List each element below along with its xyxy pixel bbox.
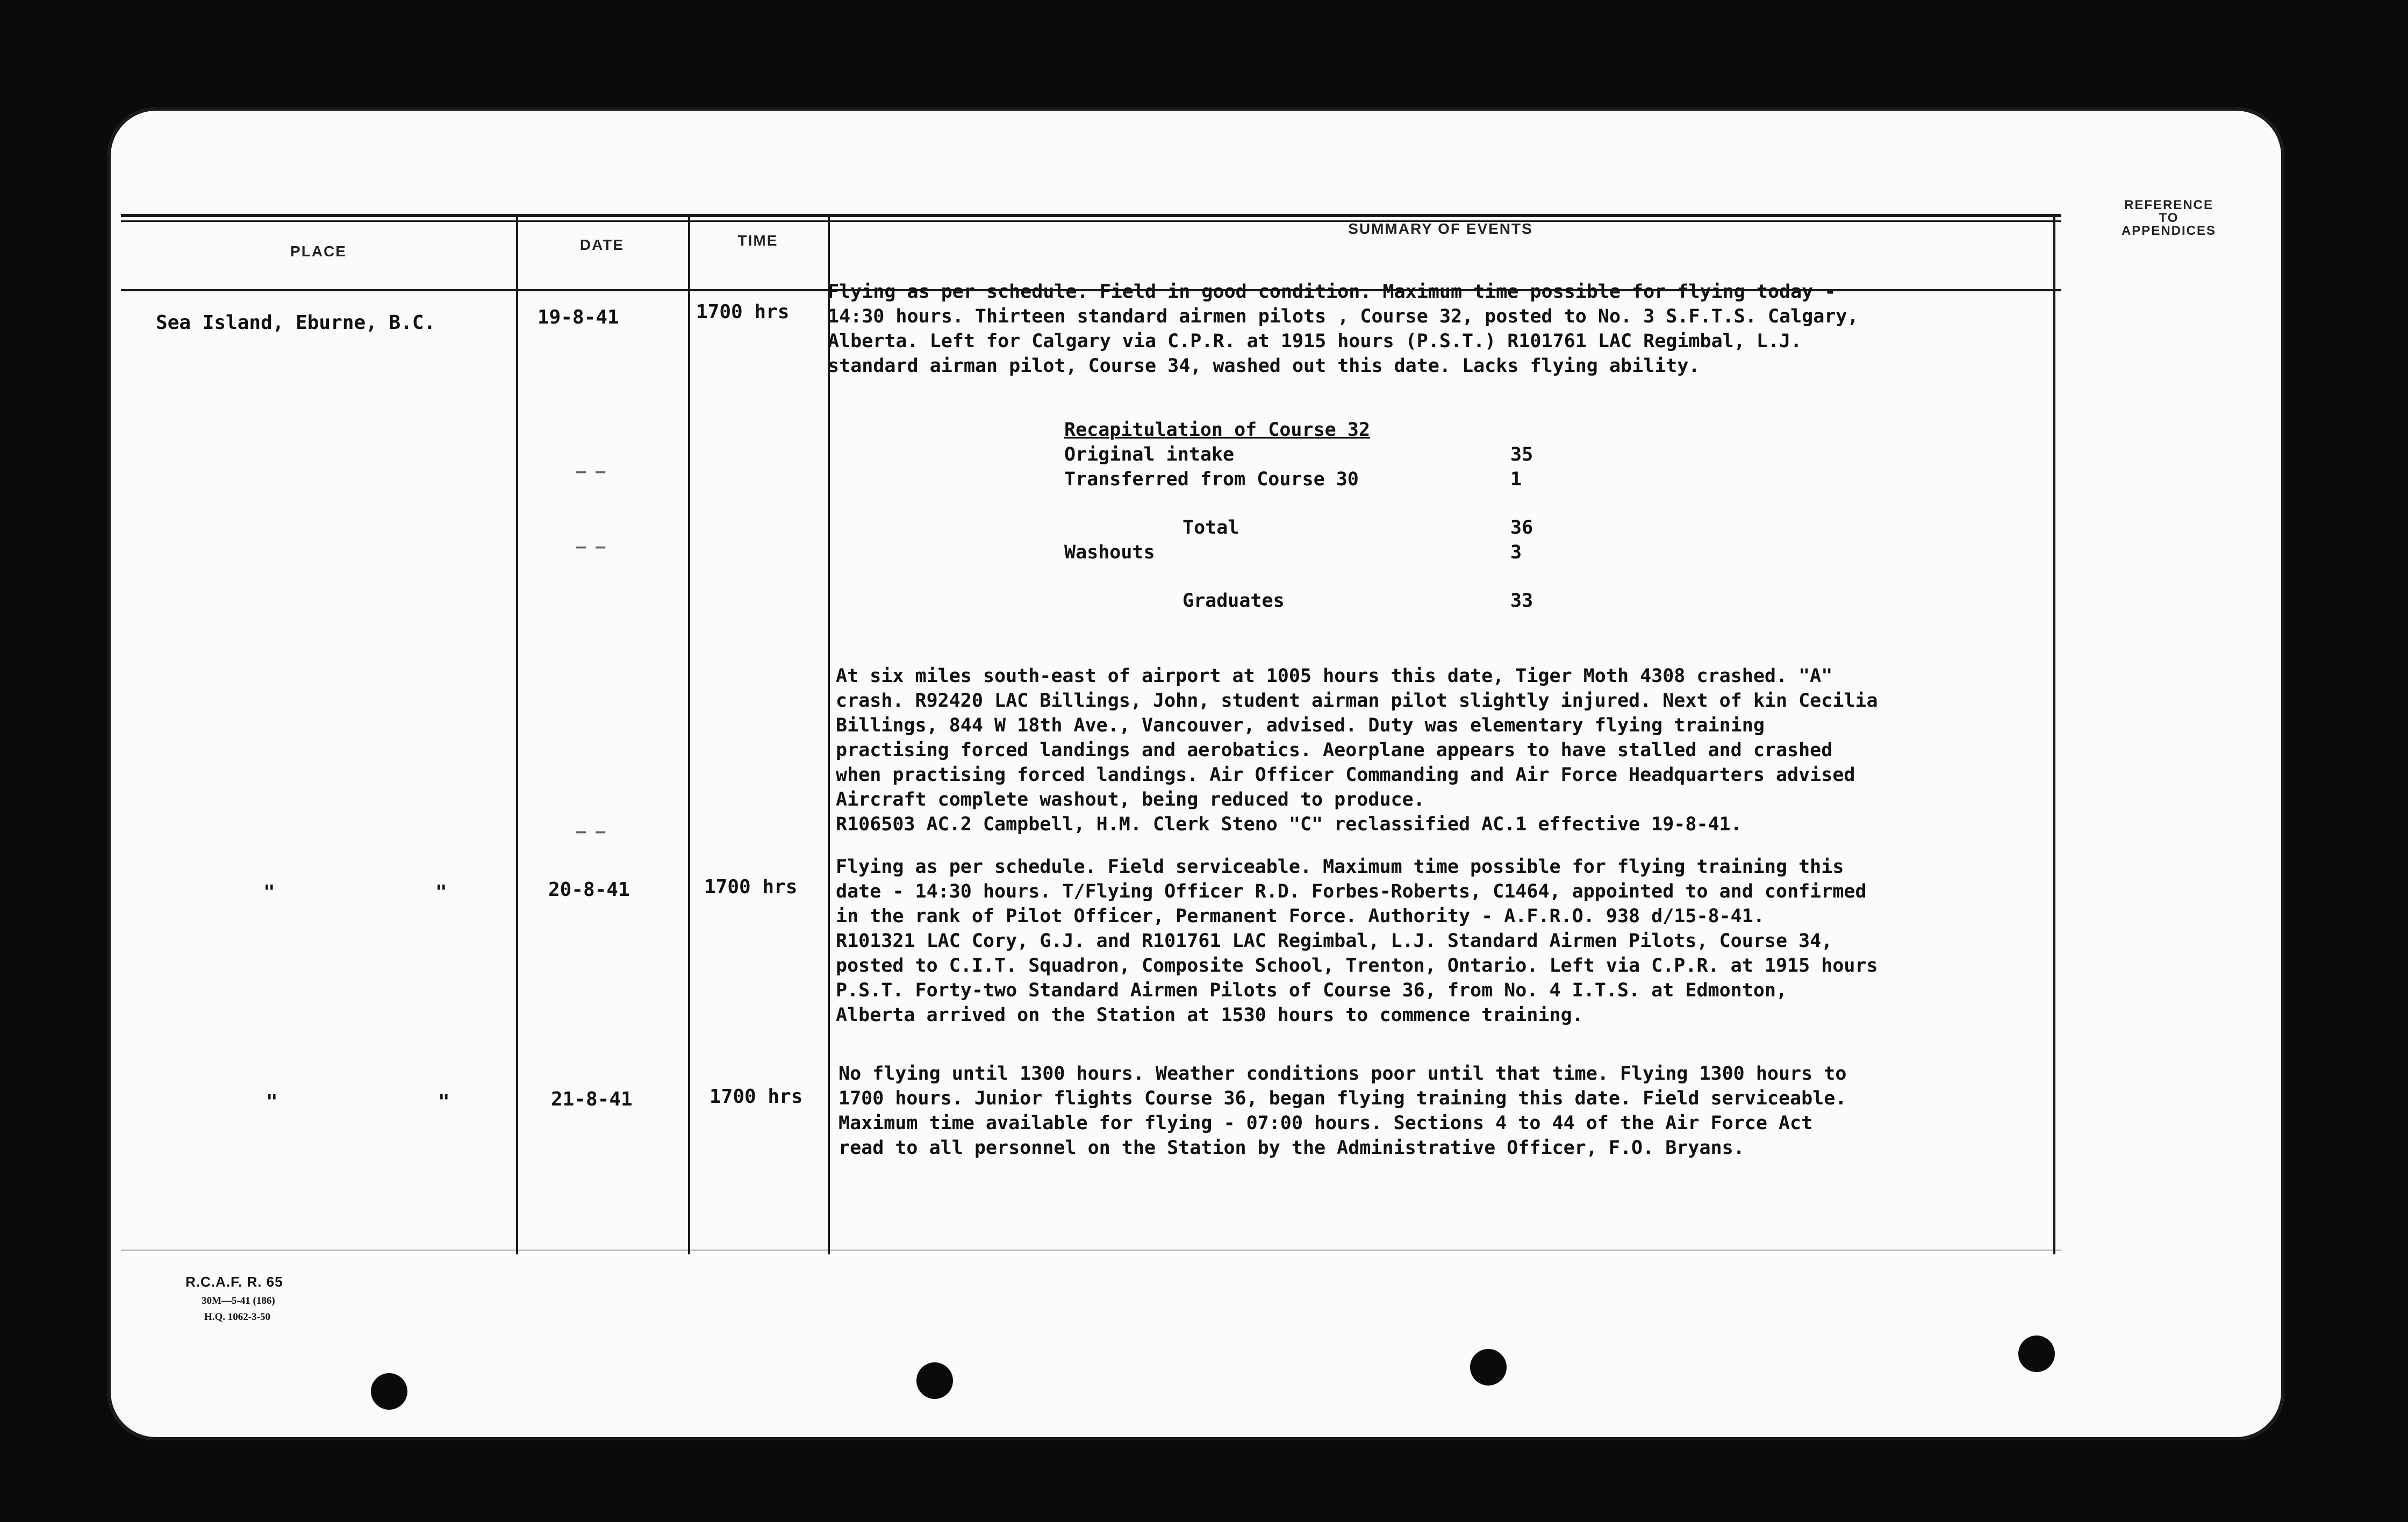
- header-time: TIME: [737, 232, 778, 249]
- header-date: DATE: [579, 236, 625, 253]
- entry-date: 19-8-41: [538, 306, 619, 328]
- header-reference: REFERENCE TO APPENDICES: [2121, 198, 2217, 238]
- recap-title: Recapitulation of Course 32: [1064, 419, 1370, 441]
- form-print-run: 30M—5-41 (186): [202, 1295, 275, 1306]
- binder-hole: [1470, 1349, 1507, 1385]
- entry-place-ditto: ": [263, 881, 275, 903]
- entry-summary: Flying as per schedule. Field serviceable. Maximum time possible for flying training this date - 14:30 hours. T/Flying Officer R.D. Forbes-Roberts, C1464, appointed to and confirmed in the rank of Pilot Officer, Permanent Force. Authority - A.F.R.O. 938 d/15-8-41. R101321 LAC Cory, G.J. and R101761 LAC Regimbal, L.J. Standard Airmen Pilots, Course 34, posted to C.I.T. Squadron, Composite School, Trenton, Ontario. Left via C.P.R. at 1915 hours P.S.T. Forty-two Standard Airmen Pilots of Course 36, from No. 4 I.T.S. at Edmonton, Alberta arrived on the Station at 1530 hours to commence training.: [836, 856, 1878, 1026]
- date-dash: — —: [576, 537, 606, 556]
- crash-report: At six miles south-east of airport at 1005 hours this date, Tiger Moth 4308 crashed. "A" crash. R92420 LAC Billings, John, student airman pilot slightly injured. Next of kin Cecilia Billings, 844 W 18th Ave., Vancouver, advised. Duty was elementary flying training practising forced landings and aerobatics. Aeorplane appears to have stalled and crashed when practising forced landings. Air Officer Commanding and Air Force Headquarters advised Aircraft complete washout, being reduced to produce. R106503 AC.2 Campbell, H.M. Clerk Steno "C" reclassified AC.1 effective 19-8-41.: [836, 665, 1878, 835]
- col-divider-date-time: [688, 217, 690, 1254]
- date-dash: — —: [576, 462, 606, 481]
- entry-time: 1700 hrs: [704, 876, 798, 898]
- col-divider-place-date: [516, 217, 518, 1254]
- binder-hole: [916, 1362, 953, 1399]
- entry-place: Sea Island, Eburne, B.C.: [156, 312, 436, 334]
- table-bottom-rule: [121, 1250, 2061, 1251]
- entry-place-ditto: ": [435, 881, 447, 903]
- header-top-rule: [121, 214, 2061, 217]
- entry-place-ditto: ": [438, 1091, 450, 1113]
- binder-hole: [2018, 1336, 2055, 1372]
- entry-summary: No flying until 1300 hours. Weather conditions poor until that time. Flying 1300 hours to 1700 hours. Junior flights Course 36, began flying training this date. Field serviceable. Maximum time available for flying - 07:00 hours. Sections 4 to 44 of the Air Force Act read to all personnel on the Station by the Administrative Officer, F.O. Bryans.: [838, 1063, 1847, 1159]
- entry-time: 1700 hrs: [696, 301, 790, 323]
- entry-time: 1700 hrs: [710, 1086, 803, 1108]
- entry-date: 20-8-41: [548, 879, 630, 901]
- form-hq-ref: H.Q. 1062-3-50: [204, 1311, 270, 1323]
- entry-date: 21-8-41: [551, 1088, 633, 1110]
- entry-summary: Flying as per schedule. Field in good condition. Maximum time possible for flying today - 14:30 hours. Thirteen standard airmen pilots , Course 32, posted to No. 3 S.F.T.S. Calgary, Alberta. Left for Calgary via C.P.R. at 1915 hours (P.S.T.) R101761 LAC Regimbal, L.J. standard airman pilot, Course 34, washed out this date. Lacks flying ability.: [828, 281, 1859, 377]
- binder-hole: [371, 1373, 407, 1410]
- form-number: R.C.A.F. R. 65: [185, 1274, 283, 1290]
- entry-place-ditto: ": [266, 1091, 278, 1113]
- header-summary: SUMMARY OF EVENTS: [1348, 220, 1533, 237]
- date-dash: — —: [576, 822, 606, 841]
- header-place: PLACE: [290, 243, 347, 260]
